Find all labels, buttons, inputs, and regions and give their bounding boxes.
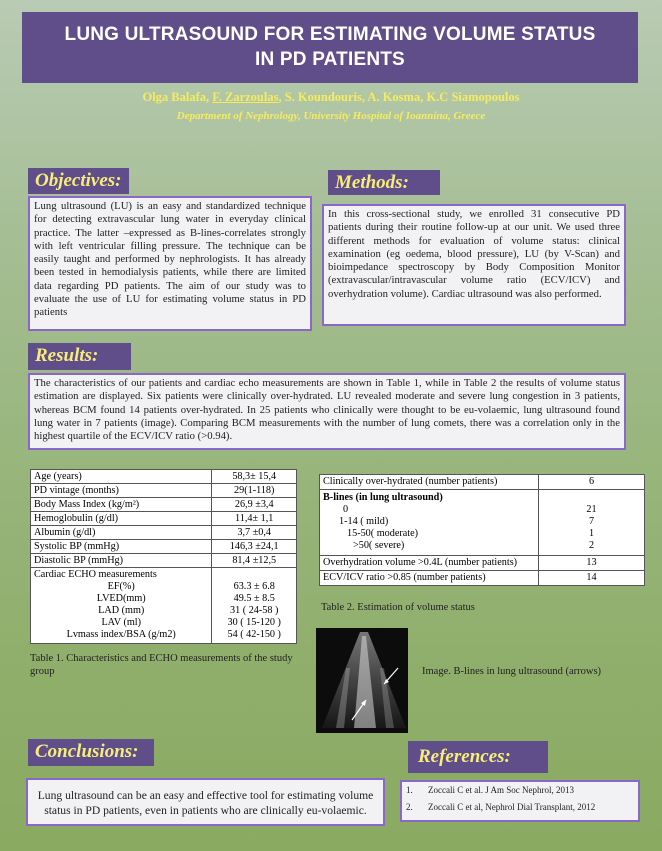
department: Department of Nephrology, University Hospital of Ioannina, Greece [176, 110, 486, 122]
table-row [31, 540, 297, 554]
reference-text: Zoccali C et al, Nephrol Dial Transplant, 2012 [428, 802, 596, 812]
echo-value: 63.3 ± 6.8 [233, 581, 275, 592]
table-cell-label: Body Mass Index (kg/m²) [31, 498, 212, 512]
references-list [400, 780, 640, 822]
blines-label: 15-50( moderate) [347, 528, 418, 539]
blines-value: 1 [588, 528, 595, 539]
table-cell-value: 146,3 ±24,1 [212, 540, 297, 554]
echo-label: LAV (ml) [101, 617, 141, 628]
table-cell-label: Hemoglobulin (g/dl) [31, 512, 212, 526]
table-row [320, 475, 645, 490]
table-cell-label: Age (years) [31, 470, 212, 484]
reference-number: 2. [406, 802, 413, 812]
conclusions-heading: Conclusions: [28, 739, 154, 766]
echo-label: LVED(mm) [96, 593, 146, 604]
author-rest: , S. Koundouris, A. Kosma, K.C Siamopoulos [278, 90, 520, 104]
table-row-blines [320, 490, 645, 556]
table-cell-value: 81,4 ±12,5 [212, 554, 297, 568]
table-2-caption: Table 2. Estimation of volume status [321, 602, 475, 613]
table-cell-label: Diastolic BP (mmHg) [31, 554, 212, 568]
list-item [406, 785, 634, 795]
table-cell-label: Clinically over-hydrated (number patients) [320, 475, 539, 490]
table-cell-value: 3,7 ±0,4 [212, 526, 297, 540]
title-line-1: LUNG ULTRASOUND FOR ESTIMATING VOLUME STATUS [64, 24, 596, 45]
table-cell-label: ECV/ICV ratio >0.85 (number patients) [320, 571, 539, 586]
table-row [31, 512, 297, 526]
table-cell-value: 13 [539, 556, 645, 571]
blines-label: >50( severe) [353, 540, 405, 551]
table-2 [319, 474, 645, 586]
objectives-text: Lung ultrasound (LU) is an easy and standardized technique for detecting extravascular lung water in everyday clinical practice. The latter –expressed as B-lines-correlates strongly with left ventricular filling pressure. The technique can be easily taught and performed by nephrologists. It has already been tested in hemodialysis patients, while there are limited data regarding PD patients. The aim of our study was to evaluate the use of LU for estimating volume status in PD patients [28, 196, 312, 331]
table-row [31, 484, 297, 498]
methods-text: In this cross-sectional study, we enrolled 31 consecutive PD patients during their routine follow-up at our unit. We used three different methods for evaluation of volume status: clinical examination (eg oedema, blood pressure), LU (by V-Scan) and bioimpedance spectroscopy by Body Composition Monitor (extravascular/intravascular volume ratio (ECV/ICV) and overhydration volume). Cardiac ultrasound was also performed. [322, 204, 626, 326]
methods-heading: Methods: [328, 170, 440, 195]
echo-label: EF(%) [107, 581, 135, 592]
blines-value: 21 [586, 504, 597, 515]
table-cell-value: 6 [539, 475, 645, 490]
title-line-2: IN PD PATIENTS [255, 49, 405, 70]
list-item [406, 802, 634, 812]
table-row [31, 498, 297, 512]
echo-value: 31 ( 24-58 ) [230, 605, 279, 616]
ultrasound-graphic [316, 628, 408, 733]
echo-value: 30 ( 15-120 ) [227, 617, 281, 628]
blines-value: 2 [588, 540, 595, 551]
author-2-presenting: F. Zarzoulas [212, 90, 279, 104]
table-cell-value: 26,9 ±3,4 [212, 498, 297, 512]
table-1-caption: Table 1. Characteristics and ECHO measurements of the study group [30, 653, 293, 677]
image-caption: Image. B-lines in lung ultrasound (arrows) [422, 666, 602, 677]
table-row [320, 571, 645, 586]
blines-label: 0 [343, 504, 349, 515]
table-cell-label: Overhydration volume >0.4L (number patients) [320, 556, 539, 571]
table-row [31, 470, 297, 484]
reference-number: 1. [406, 785, 413, 795]
table-1 [30, 469, 297, 644]
table-cell-value: 11,4± 1,1 [212, 512, 297, 526]
table-cell-label: Albumin (g/dl) [31, 526, 212, 540]
title-banner [22, 12, 638, 83]
results-heading: Results: [28, 343, 131, 370]
objectives-heading: Objectives: [28, 168, 129, 194]
reference-text: Zoccali C et al. J Am Soc Nephrol, 2013 [428, 785, 574, 795]
echo-label: LAD (mm) [98, 605, 145, 616]
echo-value: 49.5 ± 8.5 [233, 593, 275, 604]
references-heading: References: [408, 741, 548, 773]
conclusions-text: Lung ultrasound can be an easy and effective tool for estimating volume status in PD patients, even in patients who are clinically eu-volaemic. [26, 778, 385, 826]
table-cell-label: PD vintage (months) [31, 484, 212, 498]
table-row-echo [31, 568, 297, 644]
blines-label: 1-14 ( mild) [339, 516, 389, 527]
echo-value: 54 ( 42-150 ) [227, 629, 281, 640]
table-row [31, 526, 297, 540]
blines-value: 7 [588, 516, 595, 527]
echo-label: Lvmass index/BSA (g/m2) [66, 629, 176, 640]
table-cell-value: 29(1-118) [212, 484, 297, 498]
table-row [320, 556, 645, 571]
blines-header: B-lines (in lung ultrasound) [323, 492, 443, 503]
results-text: The characteristics of our patients and cardiac echo measurements are shown in Table 1, while in Table 2 the results of volume status estimation are displayed. Six patients were clinically over-hydrated. LU revealed moderate and severe lung congestion in 3 patients, whereas BCM found 14 patients over-hydrated. In 25 patients who clinically were thought to be eu-volaemic, lung ultrasound found lung water in 7 patients (image). Comparing BCM measurements with the number of lung comets, there was a correlation only in the highest quartile of the ECV/ICV ratio (>0.94). [28, 373, 626, 450]
table-row [31, 554, 297, 568]
ultrasound-image [316, 628, 408, 733]
author-1: Olga Balafa, [142, 90, 210, 104]
table-cell-value: 58,3± 15,4 [212, 470, 297, 484]
echo-title: Cardiac ECHO measurements [34, 569, 157, 580]
table-cell-label: Systolic BP (mmHg) [31, 540, 212, 554]
table-cell-value: 14 [539, 571, 645, 586]
authors [0, 90, 662, 105]
